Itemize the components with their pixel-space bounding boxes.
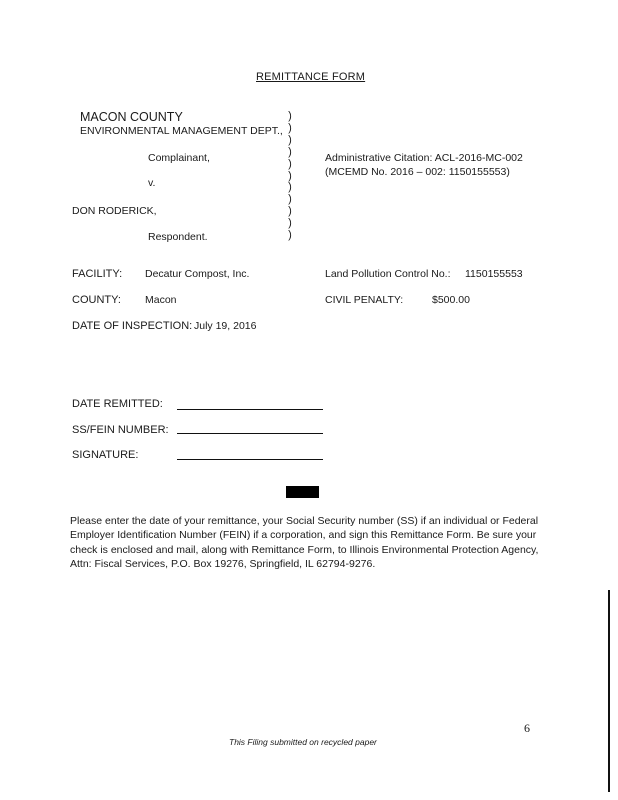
redaction-box <box>286 486 319 498</box>
signature-line[interactable] <box>177 459 323 460</box>
respondent-role: Respondent. <box>148 231 208 243</box>
facility-value: Decatur Compost, Inc. <box>145 268 250 280</box>
caption-paren: ) <box>288 229 292 242</box>
caption-paren-column <box>285 111 295 242</box>
caption-paren: ) <box>288 121 292 134</box>
complainant-dept: ENVIRONMENTAL MANAGEMENT DEPT., <box>80 125 283 137</box>
lpc-label: Land Pollution Control No.: <box>325 268 451 280</box>
date-remitted-label: DATE REMITTED: <box>72 398 163 410</box>
caption-paren: ) <box>288 145 292 158</box>
caption-paren: ) <box>288 133 292 146</box>
date-remitted-line[interactable] <box>177 409 323 410</box>
complainant-role: Complainant, <box>148 152 210 164</box>
caption-paren: ) <box>288 205 292 218</box>
caption-paren: ) <box>288 181 292 194</box>
ssfein-label: SS/FEIN NUMBER: <box>72 424 169 436</box>
facility-label: FACILITY: <box>72 268 123 280</box>
complainant-name: MACON COUNTY <box>80 110 183 124</box>
versus-label: v. <box>148 177 156 189</box>
caption-paren: ) <box>288 157 292 170</box>
mcemd-number: (MCEMD No. 2016 – 002: 1150155553) <box>325 166 510 178</box>
caption-paren: ) <box>288 193 292 206</box>
caption-paren: ) <box>288 110 292 122</box>
page-title: REMITTANCE FORM <box>256 71 366 83</box>
scan-edge-line <box>608 590 610 792</box>
ssfein-line[interactable] <box>177 433 323 434</box>
footer-note: This Filing submitted on recycled paper <box>229 737 377 747</box>
county-label: COUNTY: <box>72 294 121 306</box>
inspection-label: DATE OF INSPECTION: <box>72 320 193 332</box>
county-value: Macon <box>145 294 177 306</box>
lpc-value: 1150155553 <box>465 268 523 280</box>
caption-paren: ) <box>288 169 292 182</box>
signature-label: SIGNATURE: <box>72 449 139 461</box>
civil-penalty-label: CIVIL PENALTY: <box>325 294 404 306</box>
inspection-value: July 19, 2016 <box>194 320 257 332</box>
citation-number: Administrative Citation: ACL-2016-MC-002 <box>325 152 523 164</box>
respondent-name: DON RODERICK, <box>72 205 157 217</box>
civil-penalty-value: $500.00 <box>432 294 470 306</box>
instructions-paragraph: Please enter the date of your remittance, your Social Security number (SS) if an individual or Federal Employer Identification Number (FEIN) if a corporation, and sign this Remittance Form. Be sure your check is enclosed and mail, along with Remittance Form, to Illinois Environmental Protection Agency, Attn: Fiscal Services, P.O. Box 19276, Springfield, IL 62794-9276. <box>70 515 539 570</box>
caption-paren: ) <box>288 217 292 230</box>
page-number: 6 <box>524 721 530 735</box>
